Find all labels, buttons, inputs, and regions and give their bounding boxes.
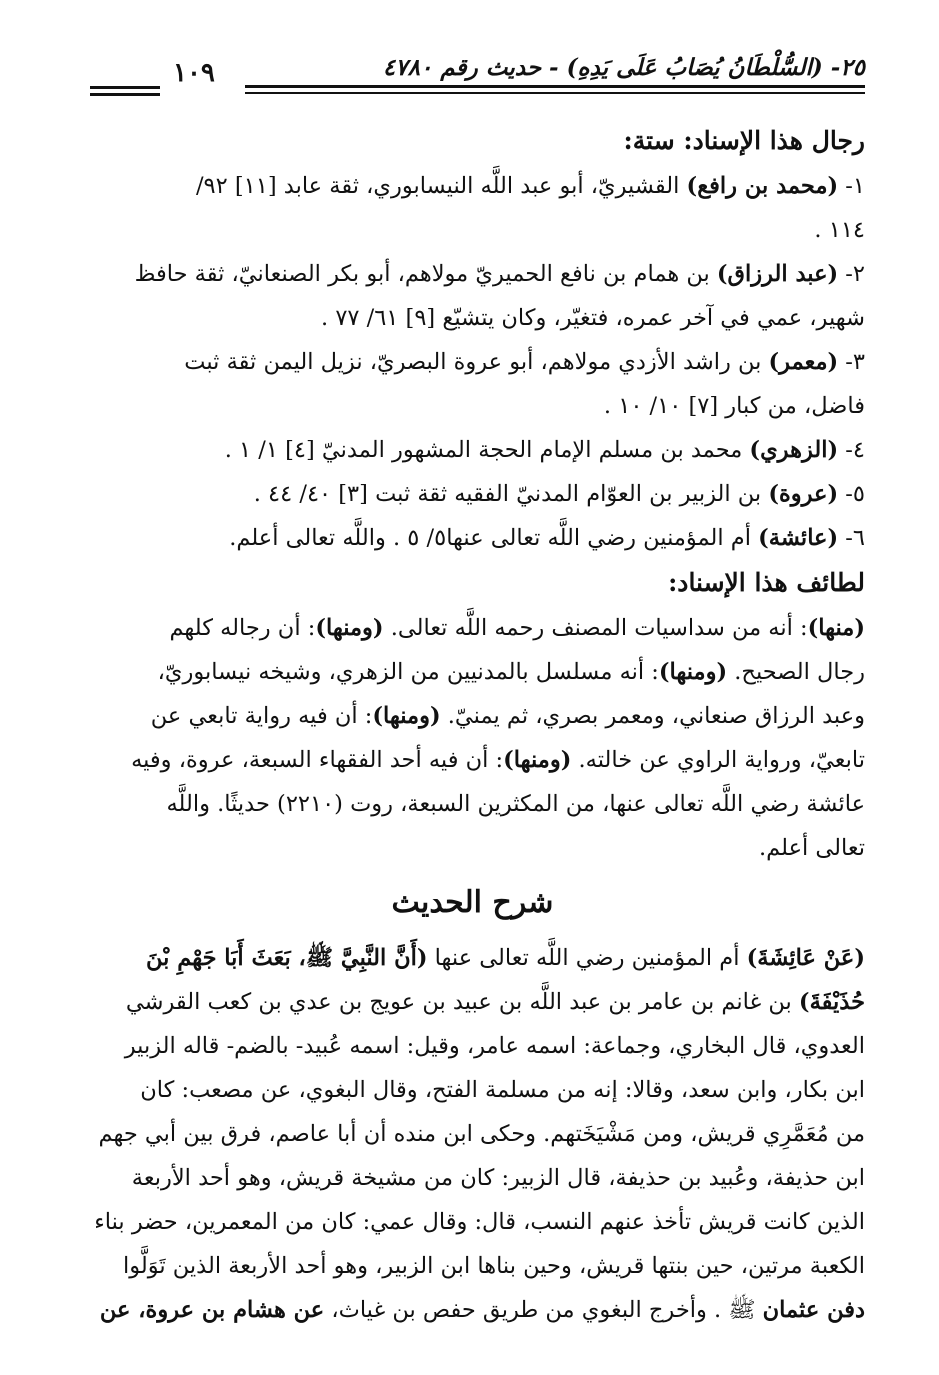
text-line (80, 606, 865, 650)
narrator-line (80, 472, 865, 516)
text-run: من مُعَمَّرِي قريش، ومن مَشْيَخَتهم. وحكى ابن منده أن أبا عاصم، فرق بين أبي جهم (98, 1121, 865, 1147)
bold-term: (ومنها) (658, 659, 728, 685)
isnad-heading: رجال هذا الإسناد: ستة: (623, 126, 865, 155)
text-run: الكعبة مرتين، حين بنتها قريش، وحين بناها ابن الزبير، وهو أحد الأربعة الذين تَوَلَّوا (123, 1253, 865, 1279)
header-rule (90, 86, 160, 89)
text-run: ابن بكار، وابن سعد، وقالا: إنه من مسلمة الفتح، وقال البغوي، عن مصعب: كان (140, 1077, 865, 1103)
bold-term: (عَنْ عَائِشَةَ) (746, 945, 865, 971)
text-line (80, 1112, 865, 1156)
narrator-continuation: فاضل، من كبار [٧] ١٠/ ١٠ . (603, 393, 865, 419)
text-run: العدوي، قال البخاري، وجماعة: اسمه عامر، وقيل: اسمه عُبيد- بالضم- قاله الزبير (124, 1033, 865, 1059)
text-run: وعبد الرزاق صنعاني، ومعمر بصري، ثم يمنيّ. (440, 703, 865, 729)
narrator-name: (عائشة) (758, 525, 839, 551)
narrator-number: ٢- (838, 261, 865, 287)
narrator-line (80, 252, 865, 296)
narrator-line (80, 340, 865, 384)
bold-term: دفن عثمان (762, 1297, 865, 1323)
narrator-number: ٣- (838, 349, 865, 375)
text-line (80, 694, 865, 738)
text-line (80, 1024, 865, 1068)
narrator-details: أم المؤمنين رضي اللَّه تعالى عنها٥/ ٥ . واللَّه تعالى أعلم. (229, 525, 759, 551)
text-line (80, 1200, 865, 1244)
text-run: الذين كانت قريش تأخذ عنهم النسب، قال: وقال عمي: كان من المعمرين، حضر بناء (94, 1209, 865, 1235)
bold-term: حُذَيْفَةَ) (798, 989, 865, 1015)
narrator-name: (محمد بن رافع) (686, 173, 839, 199)
narrator-name: (معمر) (768, 349, 839, 375)
text-line (80, 980, 865, 1024)
running-title: ٢٥- (السُّلْطَانُ يُصَابُ عَلَى يَدِهِ) - حديث رقم ٤٧٨٠ (382, 54, 865, 81)
text-run: : أنه مسلسل بالمدنيين من الزهري، وشيخه نيسابوريّ، (157, 659, 659, 685)
lataif-heading: لطائف هذا الإسناد: (668, 568, 865, 597)
text-run: رجال الصحيح. (727, 659, 865, 685)
bold-term: (ومنها) (503, 747, 572, 773)
narrator-details: بن همام بن نافع الحميريّ مولاهم، أبو بكر الصنعانيّ، ثقة حافظ (134, 261, 717, 287)
text-run: تابعيّ، ورواية الراوي عن خالته. (571, 747, 865, 773)
narrator-number: ٤- (838, 437, 865, 463)
narrator-name: (عروة) (768, 481, 839, 507)
lataif-paragraph (80, 606, 865, 870)
narrator-continuation: شهير، عمي في آخر عمره، فتغيّر، وكان يتشيّع [٩] ٦١/ ٧٧ . (321, 305, 865, 331)
text-run: عائشة رضي اللَّه تعالى عنها، من المكثرين السبعة، روت (٢٢١٠) حديثًا. واللَّه (166, 791, 865, 817)
narrator-line (80, 164, 865, 208)
text-run: أم المؤمنين رضي اللَّه تعالى عنها (427, 945, 747, 971)
text-line (80, 936, 865, 980)
narrator-number: ٦- (838, 525, 865, 551)
narrator-name: (عبد الرزاق) (716, 261, 839, 287)
narrator-continuation: ١١٤ . (814, 217, 865, 243)
header-rule (245, 92, 865, 94)
narrator-line (80, 428, 865, 472)
text-line (80, 1288, 865, 1332)
text-line (80, 1244, 865, 1288)
narrator-number: ٥- (838, 481, 865, 507)
header-rule (90, 93, 160, 96)
sharh-paragraph (80, 936, 865, 1332)
narrator-name: (الزهري) (749, 437, 839, 463)
narrators-list (80, 164, 865, 560)
bold-term: (ومنها) (372, 703, 441, 729)
page-body (80, 118, 865, 1332)
bold-term: (أَنَّ النَّبِيَّ ﷺ، بَعَثَ أَبَا جَهْمِ بْنَ (146, 945, 428, 971)
sharh-heading: شرح الحديث (391, 885, 554, 920)
text-run: : أنه من سداسيات المصنف رحمه اللَّه تعالى. (383, 615, 808, 641)
narrator-details: القشيريّ، أبو عبد اللَّه النيسابوري، ثقة عابد [١١] ٩٢/ (195, 173, 687, 199)
text-line (80, 1068, 865, 1112)
text-line (80, 650, 865, 694)
text-run: ابن حذيفة، وعُبيد بن حذيفة، قال الزبير: كان من مشيخة قريش، وهو أحد الأربعة (131, 1165, 865, 1191)
text-line (80, 1156, 865, 1200)
bold-term: (ومنها) (315, 615, 384, 641)
header-rule (245, 85, 865, 88)
narrator-details: بن الزبير بن العوّام المدنيّ الفقيه ثقة ثبت [٣] ٤٠/ ٤٤ . (253, 481, 769, 507)
text-run: ﷺ . وأخرج البغوي من طريق حفص بن غياث، (324, 1297, 763, 1323)
text-line (80, 782, 865, 826)
narrator-details: محمد بن مسلم الإمام الحجة المشهور المدنيّ [٤] ١/ ١ . (224, 437, 750, 463)
text-line (80, 826, 865, 870)
page-header (85, 52, 865, 104)
narrator-number: ١- (838, 173, 865, 199)
text-run: : أن رجاله كلهم (169, 615, 316, 641)
text-run: : أن فيه أحد الفقهاء السبعة، عروة، وفيه (131, 747, 504, 773)
text-run: بن غانم بن عامر بن عبد اللَّه بن عبيد بن عويج بن عدي بن كعب القرشي (125, 989, 799, 1015)
narrator-details: بن راشد الأزدي مولاهم، أبو عروة البصريّ، نزيل اليمن ثقة ثبت (184, 349, 769, 375)
bold-term: عن هشام بن عروة، عن (99, 1297, 325, 1323)
page-number: ١٠٩ (173, 58, 215, 88)
bold-term: (منها) (807, 615, 865, 641)
text-run: : أن فيه رواية تابعي عن (150, 703, 373, 729)
text-line (80, 738, 865, 782)
narrator-line (80, 516, 865, 560)
text-run: تعالى أعلم. (759, 835, 865, 861)
